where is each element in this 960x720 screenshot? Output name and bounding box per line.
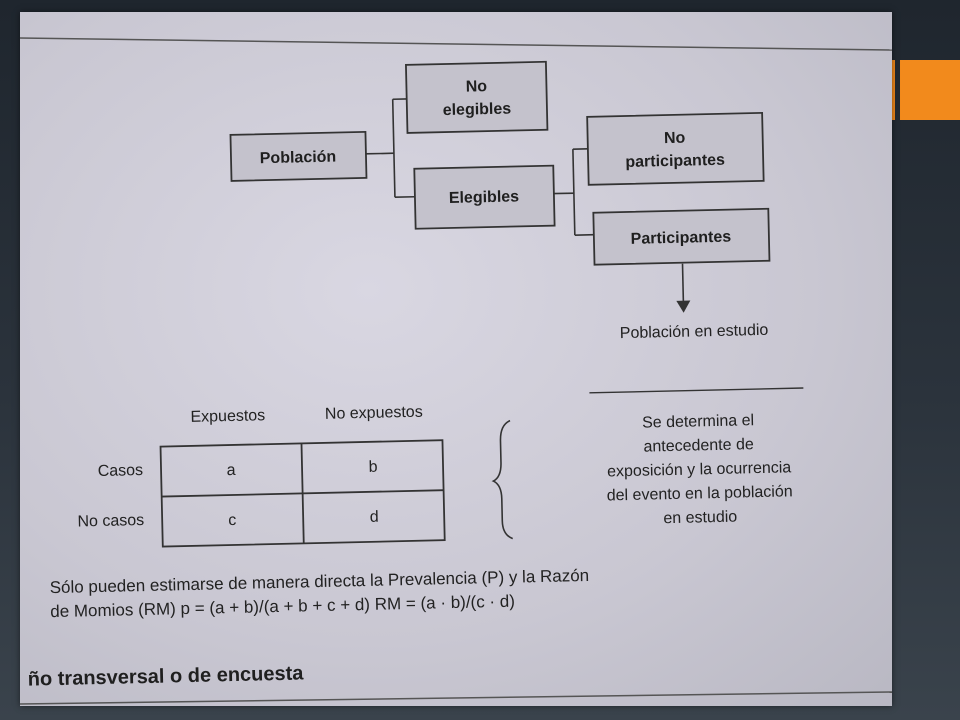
label-no-participantes-1: No (663, 129, 686, 148)
section-title: ño transversal o de encuesta (27, 662, 304, 691)
label-no-participantes-2: participantes (625, 151, 726, 171)
note-line-1: Se determina el (641, 412, 755, 432)
formula-line-1: Sólo pueden estimarse de manera directa la Prevalencia (P) y la Razón (49, 565, 590, 598)
box-no-elegibles (406, 62, 548, 133)
row-header-casos: Casos (97, 462, 144, 481)
note-line-5: en estudio (663, 508, 738, 528)
bottom-rule (20, 692, 892, 704)
label-no-elegibles-2: elegibles (442, 100, 512, 120)
col-header-no-expuestos: No expuestos (324, 403, 423, 423)
curly-brace (492, 421, 513, 539)
accent-square (900, 60, 960, 120)
note-rule (589, 388, 803, 393)
cell-a: a (226, 461, 236, 480)
note-line-4: del evento en la población (606, 483, 793, 505)
diagram-canvas (20, 12, 892, 706)
cell-c: c (228, 511, 237, 530)
row-header-no-casos: No casos (77, 511, 145, 531)
book-page-photo (20, 12, 892, 706)
note-line-3: exposición y la ocurrencia (606, 459, 792, 481)
accent-line (892, 60, 895, 120)
top-rule (20, 38, 892, 50)
cell-d: d (369, 508, 379, 526)
label-poblacion: Población (259, 148, 337, 168)
label-participantes: Participantes (630, 228, 732, 248)
cell-b: b (368, 458, 378, 476)
col-header-expuestos: Expuestos (190, 407, 266, 426)
note-line-2: antecedente de (643, 436, 754, 456)
label-no-elegibles-1: No (465, 78, 488, 96)
label-elegibles: Elegibles (448, 188, 520, 207)
box-no-participantes (587, 113, 763, 185)
formula-line-2: de Momios (RM) p = (a + b)/(a + b + c + d) RM = (a · b)/(c · d) (50, 591, 516, 622)
label-poblacion-estudio: Población en estudio (619, 321, 769, 343)
